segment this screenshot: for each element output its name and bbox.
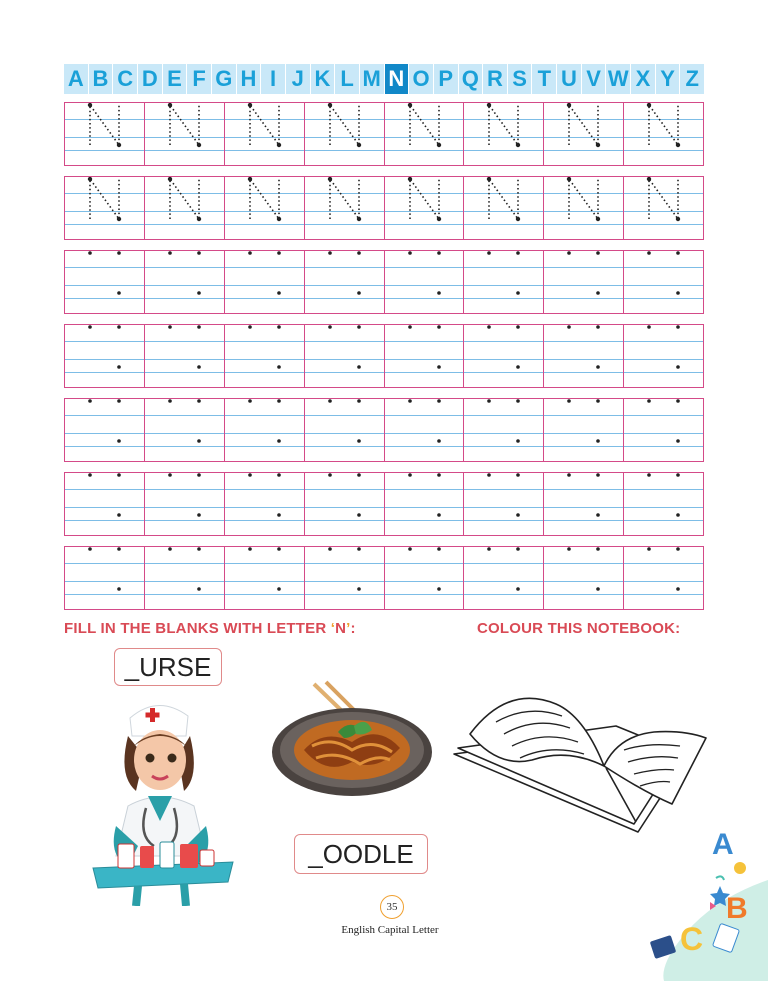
start-dots — [544, 399, 623, 461]
start-dots — [544, 251, 623, 313]
alphabet-letter-f: F — [187, 64, 211, 94]
fill-blanks-heading — [64, 620, 356, 637]
alphabet-letter-w: W — [606, 64, 630, 94]
start-dots — [225, 547, 304, 609]
tracing-cell[interactable] — [464, 547, 544, 609]
tracing-cell[interactable] — [65, 325, 145, 387]
tracing-cell[interactable] — [385, 325, 465, 387]
tracing-cell[interactable] — [225, 547, 305, 609]
alphabet-letter-j: J — [286, 64, 310, 94]
alphabet-letter-q: Q — [459, 64, 483, 94]
alphabet-letter-n: N — [385, 64, 409, 94]
tracing-cell[interactable] — [385, 399, 465, 461]
start-dots — [225, 251, 304, 313]
start-dots — [305, 473, 384, 535]
tracing-cell[interactable] — [464, 473, 544, 535]
tracing-cell[interactable] — [544, 251, 624, 313]
alphabet-letter-l: L — [335, 64, 359, 94]
tracing-cell[interactable] — [65, 251, 145, 313]
svg-text:A: A — [712, 828, 734, 861]
tracing-cell[interactable] — [305, 473, 385, 535]
start-dots — [305, 399, 384, 461]
tracing-cell[interactable] — [385, 251, 465, 313]
colour-heading: COLOUR THIS NOTEBOOK: — [477, 620, 681, 637]
tracing-cell[interactable] — [624, 103, 703, 165]
tracing-row — [64, 176, 704, 240]
start-dots — [464, 399, 543, 461]
tracing-cell[interactable] — [624, 251, 703, 313]
alphabet-letter-b: B — [89, 64, 113, 94]
word-box-urse: _URSE — [114, 648, 222, 686]
start-dots — [305, 547, 384, 609]
tracing-cell[interactable] — [305, 177, 385, 239]
alphabet-letter-h: H — [237, 64, 261, 94]
dotted-letter-n — [385, 177, 464, 239]
start-dots — [65, 399, 144, 461]
tracing-cell[interactable] — [145, 325, 225, 387]
tracing-cell[interactable] — [145, 177, 225, 239]
quote-open: ‘ — [330, 620, 336, 637]
alphabet-strip — [64, 64, 704, 94]
tracing-cell[interactable] — [385, 547, 465, 609]
tracing-cell[interactable] — [225, 473, 305, 535]
dotted-letter-n — [305, 177, 384, 239]
tracing-cell[interactable] — [544, 103, 624, 165]
dotted-letter-n — [544, 103, 623, 165]
alphabet-letter-i: I — [261, 64, 285, 94]
tracing-cell[interactable] — [145, 547, 225, 609]
fill-blanks-letter: N — [335, 620, 347, 637]
alphabet-letter-c: C — [113, 64, 137, 94]
tracing-cell[interactable] — [624, 399, 703, 461]
dotted-letter-n — [145, 103, 224, 165]
start-dots — [225, 399, 304, 461]
dotted-letter-n — [305, 103, 384, 165]
dotted-letter-n — [624, 177, 703, 239]
tracing-cell[interactable] — [464, 177, 544, 239]
dotted-letter-n — [624, 103, 703, 165]
tracing-cell[interactable] — [544, 325, 624, 387]
tracing-cell[interactable] — [544, 473, 624, 535]
tracing-cell[interactable] — [544, 399, 624, 461]
alphabet-letter-d: D — [138, 64, 162, 94]
svg-text:B: B — [726, 892, 748, 925]
quote-close: ’ — [346, 620, 351, 637]
tracing-cell[interactable] — [385, 473, 465, 535]
tracing-cell[interactable] — [464, 251, 544, 313]
tracing-cell[interactable] — [305, 399, 385, 461]
start-dots — [145, 251, 224, 313]
start-dots — [65, 473, 144, 535]
tracing-cell[interactable] — [65, 177, 145, 239]
page-number: 35 — [380, 895, 404, 919]
start-dots — [385, 251, 464, 313]
tracing-cell[interactable] — [305, 251, 385, 313]
start-dots — [305, 251, 384, 313]
word-box-oodle: _OODLE — [294, 834, 428, 874]
alphabet-letter-v: V — [582, 64, 606, 94]
tracing-cell[interactable] — [544, 547, 624, 609]
tracing-cell[interactable] — [305, 325, 385, 387]
alphabet-letter-o: O — [409, 64, 433, 94]
start-dots — [385, 473, 464, 535]
start-dots — [225, 473, 304, 535]
tracing-cell[interactable] — [624, 325, 703, 387]
start-dots — [385, 399, 464, 461]
start-dots — [624, 473, 703, 535]
alphabet-letter-p: P — [434, 64, 458, 94]
alphabet-letter-k: K — [311, 64, 335, 94]
alphabet-letter-m: M — [360, 64, 384, 94]
dotted-letter-n — [225, 177, 304, 239]
dotted-letter-n — [544, 177, 623, 239]
start-dots — [65, 547, 144, 609]
dotted-letter-n — [464, 177, 543, 239]
start-dots — [145, 547, 224, 609]
tracing-cell[interactable] — [544, 177, 624, 239]
tracing-cell[interactable] — [225, 325, 305, 387]
tracing-cell[interactable] — [225, 103, 305, 165]
tracing-cell[interactable] — [385, 103, 465, 165]
svg-text:C: C — [680, 921, 704, 957]
tracing-cell[interactable] — [464, 103, 544, 165]
tracing-cell[interactable] — [145, 399, 225, 461]
tracing-row — [64, 472, 704, 536]
alphabet-letter-x: X — [631, 64, 655, 94]
dotted-letter-n — [385, 103, 464, 165]
tracing-cell[interactable] — [624, 473, 703, 535]
alphabet-letter-r: R — [483, 64, 507, 94]
alphabet-letter-e: E — [163, 64, 187, 94]
tracing-cell[interactable] — [65, 399, 145, 461]
dotted-letter-n — [464, 103, 543, 165]
tracing-row — [64, 324, 704, 388]
tracing-cell[interactable] — [305, 547, 385, 609]
dotted-letter-n — [65, 177, 144, 239]
start-dots — [544, 547, 623, 609]
tracing-cell[interactable] — [225, 399, 305, 461]
tracing-cell[interactable] — [145, 251, 225, 313]
tracing-cell[interactable] — [305, 103, 385, 165]
tracing-cell[interactable] — [464, 325, 544, 387]
tracing-cell[interactable] — [624, 547, 703, 609]
start-dots — [385, 325, 464, 387]
start-dots — [464, 473, 543, 535]
dotted-letter-n — [225, 103, 304, 165]
start-dots — [65, 325, 144, 387]
alphabet-letter-y: Y — [656, 64, 680, 94]
start-dots — [385, 547, 464, 609]
start-dots — [145, 399, 224, 461]
alphabet-letter-g: G — [212, 64, 236, 94]
start-dots — [464, 325, 543, 387]
start-dots — [544, 473, 623, 535]
tracing-row — [64, 398, 704, 462]
nurse-illustration — [88, 696, 238, 906]
dotted-letter-n — [65, 103, 144, 165]
tracing-cell[interactable] — [464, 399, 544, 461]
tracing-cell[interactable] — [385, 177, 465, 239]
tracing-cell[interactable] — [65, 473, 145, 535]
tracing-cell[interactable] — [65, 103, 145, 165]
alphabet-letter-a: A — [64, 64, 88, 94]
dotted-letter-n — [145, 177, 224, 239]
tracing-cell[interactable] — [145, 473, 225, 535]
start-dots — [624, 399, 703, 461]
tracing-row — [64, 102, 704, 166]
corner-decoration — [640, 790, 768, 981]
tracing-cell[interactable] — [145, 103, 225, 165]
footer-title: English Capital Letter — [341, 924, 439, 936]
tracing-cell[interactable] — [65, 547, 145, 609]
alphabet-letter-t: T — [532, 64, 556, 94]
start-dots — [65, 251, 144, 313]
alphabet-letter-u: U — [557, 64, 581, 94]
start-dots — [145, 473, 224, 535]
alphabet-letter-z: Z — [680, 64, 704, 94]
start-dots — [624, 251, 703, 313]
start-dots — [464, 251, 543, 313]
heading-colon: : — [350, 620, 356, 637]
alphabet-letter-s: S — [508, 64, 532, 94]
start-dots — [145, 325, 224, 387]
tracing-cell[interactable] — [225, 251, 305, 313]
start-dots — [624, 547, 703, 609]
start-dots — [544, 325, 623, 387]
tracing-row — [64, 546, 704, 610]
tracing-cell[interactable] — [225, 177, 305, 239]
start-dots — [225, 325, 304, 387]
fill-blanks-heading-text: FILL IN THE BLANKS WITH LETTER — [64, 620, 331, 637]
tracing-cell[interactable] — [624, 177, 703, 239]
start-dots — [464, 547, 543, 609]
start-dots — [305, 325, 384, 387]
start-dots — [624, 325, 703, 387]
tracing-row — [64, 250, 704, 314]
noodle-bowl-illustration — [268, 680, 436, 800]
